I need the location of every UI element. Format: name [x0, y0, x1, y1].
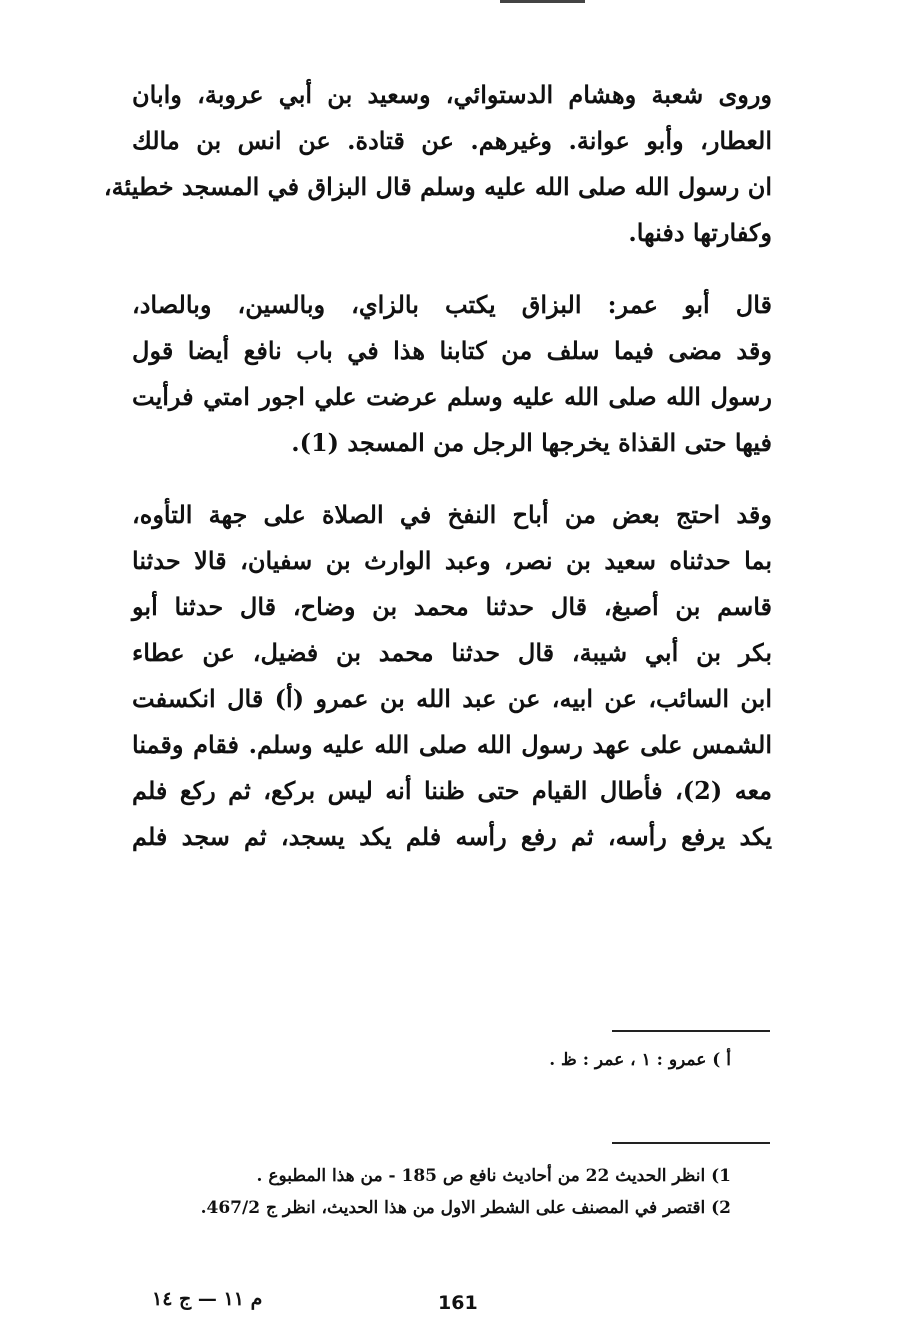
footnote-1: 1) انظر الحديث 22 من أحاديث نافع ص 185 - من هذا المطبوع .	[256, 1166, 731, 1186]
paragraph-2	[132, 282, 772, 466]
text-line: الشمس على عهد رسول الله صلى الله عليه وسلم. فقام وقمنا	[132, 730, 772, 759]
paragraph-3	[132, 492, 772, 860]
paragraph-1	[103, 72, 772, 256]
printer-signature: م ١١ — ج ١٤	[152, 1288, 263, 1310]
text-line: فيها حتى القذاة يخرجها الرجل من المسجد (1).	[291, 428, 772, 457]
main-text	[103, 72, 772, 886]
text-line: وقد مضى فيما سلف من كتابنا هذا في باب نافع أيضا قول	[132, 336, 772, 365]
text-line: معه (2)، فأطال القيام حتى ظننا أنه ليس بركع، ثم ركع فلم	[132, 776, 772, 805]
text-line: ان رسول الله صلى الله عليه وسلم قال البزاق في المسجد خطيئة،	[103, 172, 772, 201]
variant-note-divider	[612, 1030, 770, 1032]
text-line: وكفارتها دفنها.	[628, 218, 772, 247]
text-line: يكد يرفع رأسه، ثم رفع رأسه فلم يكد يسجد، ثم سجد فلم	[132, 822, 772, 851]
text-line: ابن السائب، عن ابيه، عن عبد الله بن عمرو (أ) قال انكسفت	[132, 684, 772, 713]
page-number: 161	[438, 1292, 478, 1314]
text-line: قاسم بن أصبغ، قال حدثنا محمد بن وضاح، قال حدثنا أبو	[132, 592, 772, 621]
text-line: رسول الله صلى الله عليه وسلم عرضت علي اجور امتي فرأيت	[132, 382, 772, 411]
text-line: بكر بن أبي شيبة، قال حدثنا محمد بن فضيل، عن عطاء	[132, 638, 772, 667]
text-line: العطار، وأبو عوانة. وغيرهم. عن قتادة. عن انس بن مالك	[132, 126, 772, 155]
text-line: وروى شعبة وهشام الدستوائي، وسعيد بن أبي عروبة، وابان	[132, 80, 772, 109]
text-line: وقد احتج بعض من أباح النفخ في الصلاة على جهة التأوه،	[132, 500, 772, 529]
top-edge-mark	[500, 0, 585, 3]
footnotes	[201, 1160, 731, 1224]
footnotes-divider	[612, 1142, 770, 1144]
footnote-2: 2) اقتصر في المصنف على الشطر الاول من هذا الحديث، انظر ج 467/2.	[200, 1198, 731, 1218]
variant-note: أ ) عمرو : ١ ، عمر : ظ .	[549, 1050, 731, 1070]
text-line: قال أبو عمر: البزاق يكتب بالزاي، وبالسين، وبالصاد،	[132, 290, 772, 319]
text-line: بما حدثناه سعيد بن نصر، وعبد الوارث بن سفيان، قالا حدثنا	[132, 546, 772, 575]
